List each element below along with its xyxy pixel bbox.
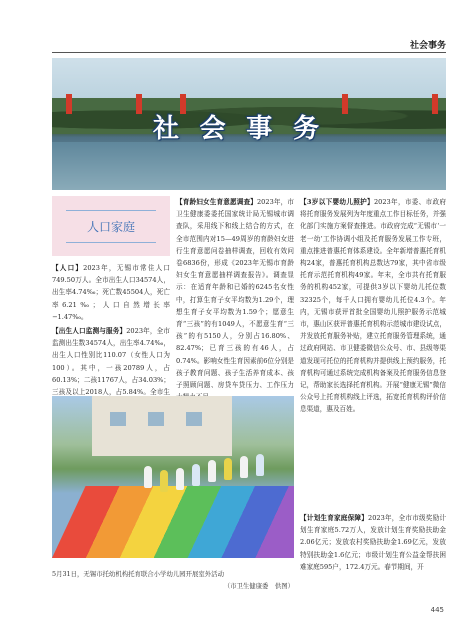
photo-window: [110, 412, 126, 426]
photo-water: [52, 142, 446, 190]
child-figure: [240, 456, 248, 478]
photo-window: [148, 412, 164, 426]
banner-char: 会: [199, 114, 226, 144]
child-figure: [176, 468, 184, 490]
banner-char: 社: [152, 114, 179, 144]
child-figure: [192, 464, 200, 486]
paragraph-lead: 【出生人口监测与服务】: [52, 327, 127, 336]
paragraph-lead: 【育龄妇女生育意愿调查】: [176, 198, 257, 206]
photo-window: [186, 412, 202, 426]
paragraph-population: [52, 262, 170, 323]
subsection-title-box: [52, 196, 170, 256]
child-figure: [160, 470, 168, 492]
page-number: 445: [430, 606, 444, 614]
paragraph-body: 2023年，市委、市政府将托育服务发展列为年度重点工作目标任务，并强化部门实施方案督查推进。市政府完成“无锡市‘一老一幼’工作协调小组及托育服务发展工作专班，重点推进普惠托育体系建设。全年新增普惠托育机构24家，普惠托育机构总数达79家，其中省市级托育示范托育机构49家。年末，全市共有托育服务的机构452家，可提供3岁以下婴幼儿托位数32325个，每千人口拥有婴幼儿托位4.3个。年内，无锡市获评首批全国婴幼儿照护服务示范城市，惠山区获评普惠托育机构示范城市建设试点，并发放托育服务补贴，建立托育服务管理系统，通过政府网站、市卫健委微信公众号、市、县级等渠道发现可托位的托育机构并提供线上预约服务，托育机构可通过系统完成机构备案及托育服务信息登记，帮助家长选择托育机构。开展“健康无锡”微信公众号上托育机构线上评选，拓宽托育机构评价信息渠道，惠及百姓。: [300, 198, 446, 414]
rainbow-track: [52, 486, 294, 558]
section-title: 社会事务: [409, 41, 446, 51]
child-figure: [256, 454, 264, 476]
child-figure: [224, 458, 232, 480]
paragraph-lead: 【计划生育家庭保障】: [300, 514, 369, 522]
box-rule-top: [66, 210, 156, 211]
red-lantern: [432, 94, 438, 114]
subsection-title: 人口家庭: [86, 220, 135, 234]
red-lantern: [136, 94, 142, 114]
child-figure: [208, 460, 216, 482]
paragraph-family-planning: [300, 512, 446, 573]
red-lantern: [342, 94, 348, 114]
child-figure: [144, 466, 152, 488]
paragraph-survey: [176, 196, 294, 403]
photo-caption: [52, 568, 294, 592]
banner-char: 事: [246, 114, 273, 144]
paragraph-body: 2023年，市卫生健康委委托国家统计局无锡城市调查队，采用线下和线上结合的方式，在全市范围内对15—49周岁的育龄妇女进行生育意愿问卷抽样调查，回收有效问卷6836份，形成《2023年无锡市育龄妇女生育意愿抽样调查报告》。调查显示：在适育年龄和已婚的6245名女性中，打算生育子女平均数为1.29个，理想生育子女平均数为1.59个；愿意生育“三孩”的有1049人，不愿意生育“三孩”的有5150人，分别占16.80%、82.47%；已育三孩的有46人，占0.74%。影响女性生育因素前6位分别是孩子教育问题、孩子生活养育成本、孩子照顾问题、房贷车贷压力、工作压力: [176, 198, 295, 390]
right-column-bottom-text: [300, 512, 446, 575]
right-column-text: [300, 196, 446, 418]
paragraph-childcare: [300, 196, 446, 416]
paragraph-body: 2023年，全市监测出生数34574人，出生率4.74‰，出生人口性别比110.07（女性人口为100）。其中，一孩20789人，占60.13%；二孩11767人，占34.03%；三孩及以上2018人，占5.84%。全市生: [52, 327, 171, 397]
red-lantern: [180, 94, 186, 114]
section-banner: [150, 112, 322, 146]
box-rule-bottom: [66, 242, 156, 243]
kindergarten-activity-photo: [52, 396, 294, 558]
paragraph-lead: 【3岁以下婴幼儿照护】: [300, 198, 374, 206]
photo-building: [92, 396, 232, 456]
middle-column-text: [176, 196, 294, 405]
caption-credit: （市卫生健康委 供图）: [223, 582, 294, 590]
paragraph-body: 2023年，全市市级奖励计划生育家庭5.72万人，发放计划生育奖励扶助金2.06亿元；发放农村奖励扶助金1.69亿元，发放特别扶助金1.6亿元；市级计划生育公益金帮扶困难家庭595户，172.4万元。春节期间，开: [300, 514, 447, 571]
paragraph-lead: 【人口】: [52, 264, 84, 272]
red-lantern: [66, 94, 72, 114]
header-rule: [52, 52, 446, 53]
banner-char: 务: [292, 114, 319, 144]
caption-text: 5月31日，无锡市托幼机构托育联合小学幼儿园开展室外活动: [52, 570, 224, 578]
paragraph-body: 2023年，无锡市常住人口749.50万人。全市出生人口34574人，出生率4.74‰；死亡数45504人，死亡率6.21‰；人口自然增长率−1.47‰。: [52, 264, 171, 321]
